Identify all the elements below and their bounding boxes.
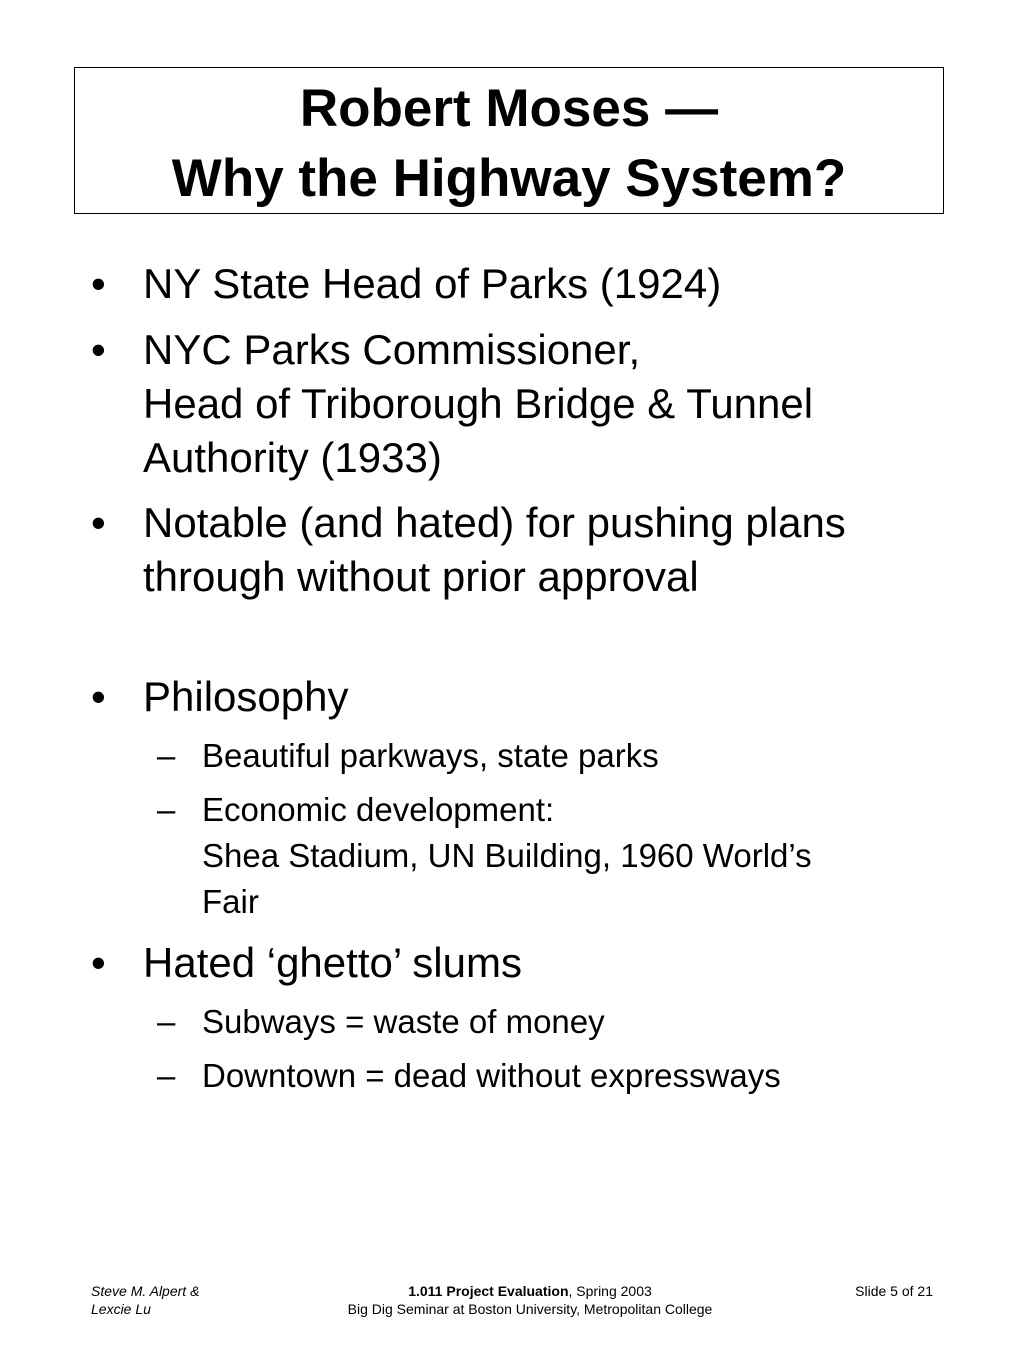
- bullet-marker: •: [91, 499, 106, 546]
- bullet-text: Hated ‘ghetto’ slums: [143, 939, 522, 986]
- footer-slide-number: [855, 1282, 933, 1300]
- footer-author-line-2: Lexcie Lu: [91, 1301, 151, 1317]
- bullet-marker: •: [91, 673, 106, 720]
- bullet-item-ghetto-slums: [143, 936, 522, 990]
- bullet-text: NYC Parks Commissioner,: [143, 326, 641, 373]
- bullet-text: Head of Triborough Bridge & Tunnel: [143, 380, 814, 427]
- bullet-item-philosophy: [143, 670, 348, 724]
- sub-bullet-text: Economic development:: [202, 791, 555, 828]
- sub-item-subways: [202, 999, 605, 1045]
- bullet-text: through without prior approval: [143, 553, 699, 600]
- slide-number-text: Slide 5 of 21: [855, 1283, 933, 1299]
- sub-bullet-text: Downtown = dead without expressways: [202, 1057, 781, 1094]
- sub-bullet-text: Fair: [202, 883, 259, 920]
- bullet-text: Philosophy: [143, 673, 349, 720]
- slide-title-line-2: Why the Highway System?: [171, 149, 847, 208]
- footer-course-line-2: Big Dig Seminar at Boston University, Metropolitan College: [347, 1301, 713, 1317]
- sub-item-downtown: [202, 1053, 781, 1099]
- sub-bullet-text: Subways = waste of money: [202, 1003, 605, 1040]
- sub-bullet-marker: –: [157, 1003, 176, 1040]
- sub-bullet-text: Shea Stadium, UN Building, 1960 World’s: [202, 837, 812, 874]
- footer-course-term: , Spring 2003: [568, 1283, 652, 1299]
- footer-course-name: 1.011 Project Evaluation: [408, 1283, 569, 1299]
- sub-bullet-marker: –: [157, 1057, 176, 1094]
- sub-bullet-marker: –: [157, 791, 176, 828]
- slide-title-line-1: Robert Moses —: [299, 79, 719, 138]
- bullet-item-commissioner: [143, 323, 813, 485]
- bullet-text: Authority (1933): [143, 434, 442, 481]
- bullet-item-notable: [143, 496, 846, 604]
- sub-bullet-text: Beautiful parkways, state parks: [202, 737, 659, 774]
- sub-item-economic-development: [202, 787, 812, 925]
- bullet-marker: •: [91, 326, 106, 373]
- bullet-item-parks-head: [143, 257, 721, 311]
- footer-author-line-1: Steve M. Alpert &: [91, 1283, 200, 1299]
- sub-item-parkways: [202, 733, 659, 779]
- sub-bullet-marker: –: [157, 737, 176, 774]
- bullet-marker: •: [91, 260, 106, 307]
- slide-title-box: [74, 67, 944, 214]
- bullet-text: Notable (and hated) for pushing plans: [143, 499, 846, 546]
- bullet-text: NY State Head of Parks (1924): [143, 260, 722, 307]
- bullet-marker: •: [91, 939, 106, 986]
